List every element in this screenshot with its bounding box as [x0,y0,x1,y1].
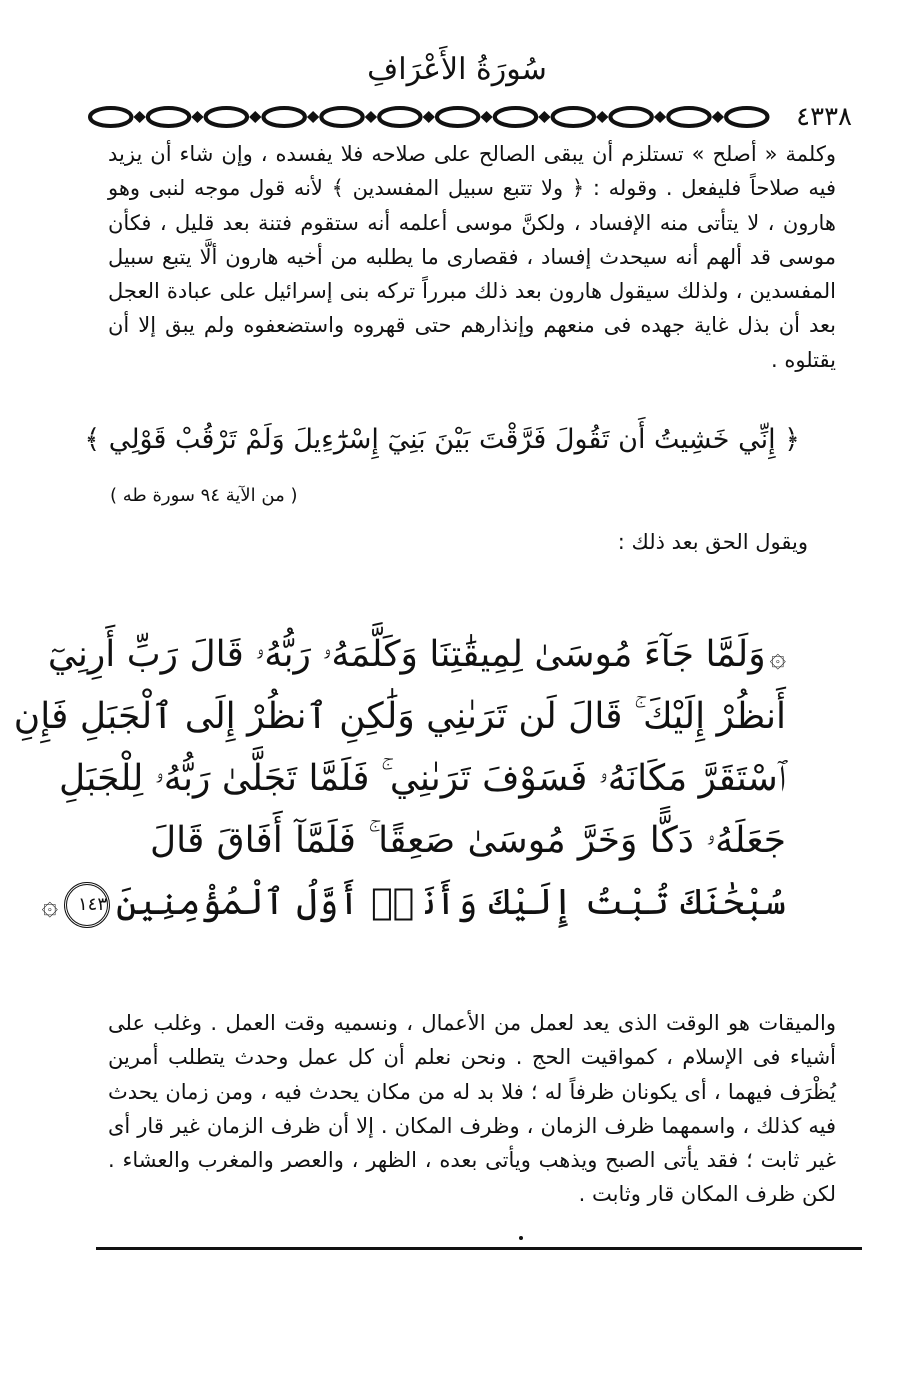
verse-line-2: أَنظُرْ إِلَيْكَ ۚ قَالَ لَن تَرَىٰنِي وَلَٰكِنِ ٱنظُرْ إِلَى ٱلْجَبَلِ فَإِنِ [13,696,786,737]
verse-citation: ( من الآية ٩٤ سورة طه ) [110,485,298,506]
intro-line: ويقول الحق بعد ذلك : [617,530,808,554]
commentary-paragraph-1: وكلمة « أصلح » تستلزم أن يبقى الصالح على صلاحه فلا يفسده ، وإن شاء أن يزيد فيه صلاحاً فليفعل . وقوله : ﴿ ولا تتبع سبيل المفسدين ﴾ لأنه قول موجه لنبى وهو هارون ، لا يتأتى منه الإفساد ، ولكنَّ موسى أعلمه أنه ستقوم فتنة بعد قليل ، فكأن موسى قد ألهم أنه سيحدث إفساد ، فقصارى ما يطلبه من أخيه هارون ألَّا يتبع سبيل المفسدين ، ولذلك سيقول هارون بعد ذلك مبرراً تركه بنى إسرائيل على عبادة العجل بعد أن بذل غاية جهده فى منعهم وإنذارهم حتى قهروه واستضعفوه ولم يبق إلا أن يقتلوه . [108,142,836,372]
verse-line-5 [41,872,786,934]
main-verse-block [13,624,786,934]
page-number: ٤٣٣٨ [796,102,852,132]
surah-title: سُورَةُ الأَعْرَافِ [367,52,547,87]
footer-rule [96,1247,862,1250]
chain-ornament-icon [88,102,790,132]
verse-start-ornament-icon: ۞ [769,640,786,673]
footer-dot [519,1236,523,1240]
verse-line-5-text: سُبْحَٰنَكَ تُبْتُ إِلَيْكَ وَأَنَا۠ أَوَّلُ ٱلْمُؤْمِنِينَ [116,882,786,923]
verse-line-3: ٱسْتَقَرَّ مَكَانَهُۥ فَسَوْفَ تَرَىٰنِي ۚ فَلَمَّا تَجَلَّىٰ رَبُّهُۥ لِلْجَبَلِ [59,758,786,799]
verse-line-1 [47,624,786,686]
ayah-number-marker: ١٤٣ [64,882,110,928]
verse-line-1-text: وَلَمَّا جَآءَ مُوسَىٰ لِمِيقَٰتِنَا وَكَلَّمَهُۥ رَبُّهُۥ قَالَ رَبِّ أَرِنِيٓ [47,634,766,675]
quoted-verse: ﴿ إِنِّي خَشِيتُ أَن تَقُولَ فَرَّقْتَ بَيْنَ بَنِيٓ إِسْرَٰٓءِيلَ وَلَمْ تَرْقُبْ قَوْلِي ﴾ [84,424,800,455]
commentary-paragraph-2: والميقات هو الوقت الذى يعد لعمل من الأعمال ، ونسميه وقت العمل . وغلب على أشياء فى الإسلام ، كمواقيت الحج . ونحن نعلم أن كل عمل وحدث يتطلب أمرين يُظْرَف فيهما ، أى يكونان ظرفاً له ؛ فلا بد له من مكان يحدث فيه ، ومن زمان يحدث فيه كذلك ، واسمهما ظرف الزمان ، وظرف المكان . إلا أن ظرف الزمان غير قار أى غير ثابت ؛ فقد يأتى الصبح ويذهب ويأتى بعده ، الظهر ، والعصر والمغرب والعشاء . لكن ظرف المكان قار وثابت . [108,1011,836,1207]
verse-end-ornament-icon: ۞ [41,888,59,921]
verse-line-4: جَعَلَهُۥ دَكًّا وَخَرَّ مُوسَىٰ صَعِقًا ۚ فَلَمَّآ أَفَاقَ قَالَ [150,820,786,861]
page-header-ornament [88,102,858,132]
